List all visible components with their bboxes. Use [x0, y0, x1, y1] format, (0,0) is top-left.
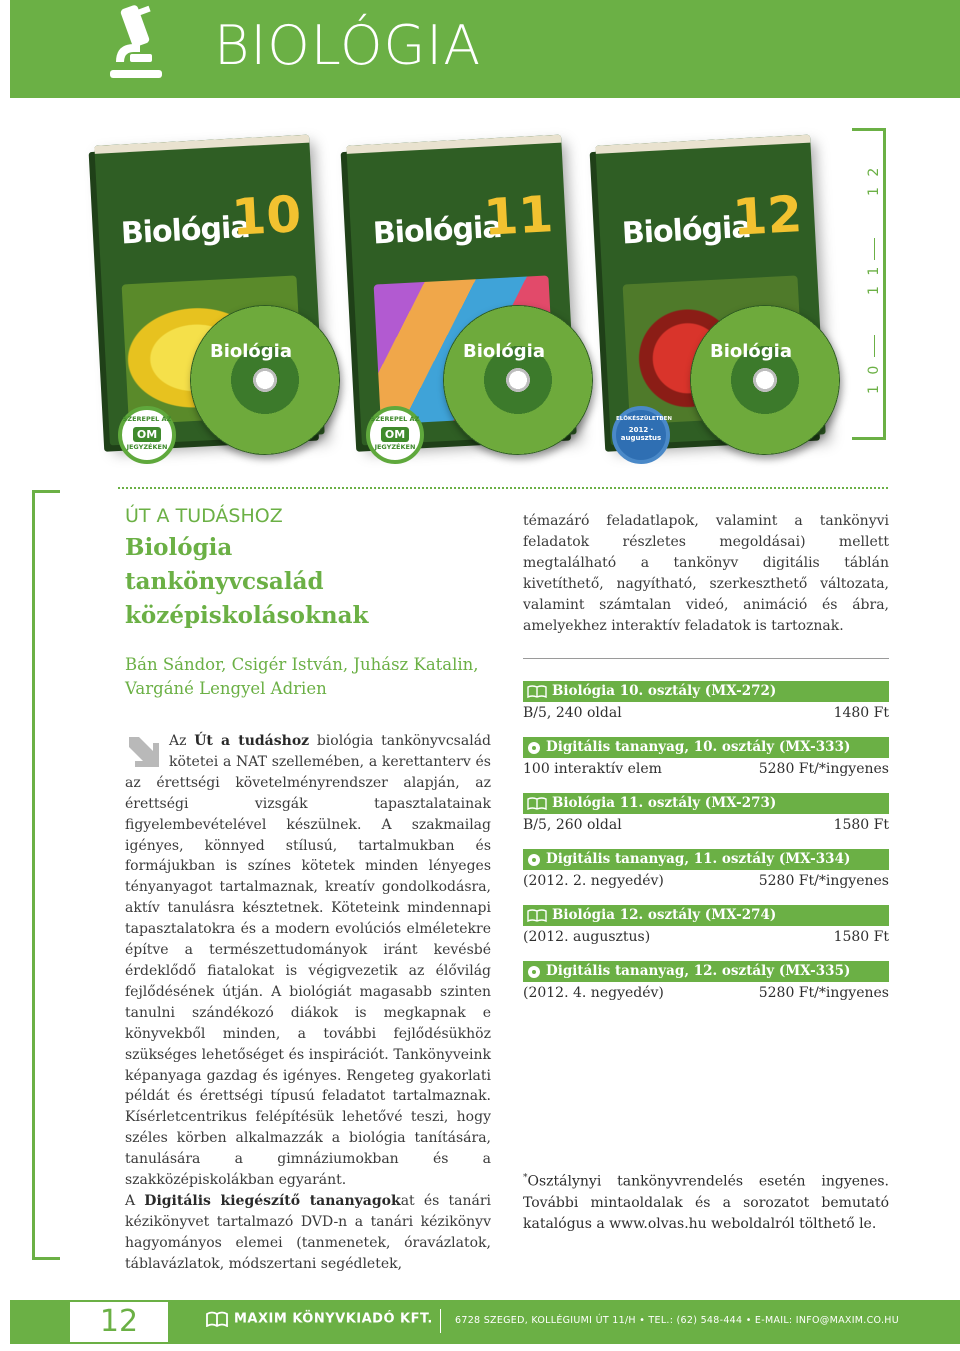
- dotted-divider: [118, 487, 888, 489]
- product-item: [523, 793, 889, 836]
- disc-icon: [527, 853, 541, 867]
- arrow-down-right-icon: [125, 733, 161, 769]
- article-body-continued: témazáró feladatlapok, valamint a tankönyvi feladatok részletes megoldásai) mellett megtalálható a tankönyv digitális táblán kivetíthető, nagyítható, szerkeszthető változata, valamint számtalan videó, animáció és ábra, amelyekhez interaktív feladatok is tartoznak.: [523, 513, 889, 634]
- book-grade: 10: [230, 185, 303, 247]
- contact-info: 6728 SZEGED, KOLLÉGIUMI ÚT 11/H • TEL.: (62) 548-444 • E-MAIL: INFO@MAXIM.CO.HU: [455, 1315, 899, 1326]
- product-spec: (2012. 2. negyedév): [523, 873, 664, 890]
- footnote: *Osztálynyi tankönyvrendelés esetén ingyenes. További mintaoldalak és a sorozatot bemutató katalógus a www.olvas.hu weboldalról tölthető le.: [523, 1173, 889, 1233]
- section-bracket: [32, 490, 60, 1260]
- article-left-column: [125, 505, 491, 1275]
- product-header: Biológia 11. osztály (MX-273): [523, 793, 889, 814]
- book-title: Biológia: [372, 209, 503, 252]
- book-logo-icon: [206, 1311, 228, 1327]
- product-price: 1580 Ft: [833, 817, 889, 834]
- disc-icon: [527, 741, 541, 755]
- preparation-badge: ELŐKÉSZÜLETBEN 2012 · augusztus: [612, 406, 670, 464]
- grade-separator: [874, 335, 875, 357]
- product-header: Digitális tananyag, 10. osztály (MX-333): [523, 737, 889, 758]
- publisher-logo: MAXIM KÖNYVKIADÓ KFT.: [206, 1311, 433, 1327]
- om-badge: SZEREPEL AZ OM JEGYZÉKEN: [366, 406, 424, 464]
- om-badge: SZEREPEL AZ OM JEGYZÉKEN: [118, 406, 176, 464]
- grade-label-10: 1 0: [866, 362, 882, 394]
- book-title: Biológia: [120, 209, 251, 252]
- product-spec: (2012. 4. negyedév): [523, 985, 664, 1002]
- divider-line: [523, 658, 889, 659]
- footer-separator: [440, 1309, 441, 1333]
- grade-label-12: 1 2: [866, 164, 882, 196]
- book-icon: [527, 909, 547, 922]
- product-item: [523, 737, 889, 780]
- product-price: 1580 Ft: [833, 929, 889, 946]
- microscope-icon: [96, 0, 180, 98]
- page-number: 12: [70, 1300, 168, 1344]
- product-price: 5280 Ft/*ingyenes: [758, 985, 889, 1002]
- product-spec: B/5, 260 oldal: [523, 817, 622, 834]
- product-header: Digitális tananyag, 11. osztály (MX-334): [523, 849, 889, 870]
- product-price: 1480 Ft: [833, 705, 889, 722]
- grade-label-11: 1 1: [866, 263, 882, 295]
- series-kicker: ÚT A TUDÁSHOZ: [125, 505, 283, 527]
- article-right-column: [523, 511, 889, 1235]
- product-price: 5280 Ft/*ingyenes: [758, 873, 889, 890]
- product-header: Digitális tananyag, 12. osztály (MX-335): [523, 961, 889, 982]
- dvd-disc-12: Biológia: [690, 305, 840, 455]
- product-spec: B/5, 240 oldal: [523, 705, 622, 722]
- article-title: Biológia tankönyvcsalád középiskolásoknak: [125, 534, 369, 629]
- product-spec: 100 interaktív elem: [523, 761, 662, 778]
- disc-icon: [527, 965, 541, 979]
- dvd-disc-11: Biológia: [443, 305, 593, 455]
- book-grade: 11: [482, 185, 555, 247]
- header-bar: [10, 0, 960, 98]
- book-icon: [527, 685, 547, 698]
- product-header: Biológia 12. osztály (MX-274): [523, 905, 889, 926]
- product-item: [523, 961, 889, 1004]
- product-header: Biológia 10. osztály (MX-272): [523, 681, 889, 702]
- grade-separator: [874, 238, 875, 260]
- product-item: [523, 905, 889, 948]
- book-icon: [527, 797, 547, 810]
- book-grade: 12: [731, 185, 804, 247]
- product-price: 5280 Ft/*ingyenes: [758, 761, 889, 778]
- product-item: [523, 681, 889, 724]
- authors: Bán Sándor, Csigér István, Juhász Katalin, Vargáné Lengyel Adrien: [125, 655, 479, 698]
- product-spec: (2012. augusztus): [523, 929, 651, 946]
- book-title: Biológia: [621, 209, 752, 252]
- page-title: BIOLÓGIA: [214, 14, 482, 77]
- book-covers: [0, 110, 960, 470]
- article-body: Az Út a tudáshoz biológia tankönyvcsalád kötetei a NAT szellemében, a kerettanterv és az érettségi követelményrendszer alapján, az érettségi vizsgák tapasztalatainak figyelembevételével készülnek. A szakmailag igényes, könnyed stílusú, tartalmukban és formájukban is színes kötetek minden lényeges tényanyagot tartalmaznak, kreatív gondolkodásra, aktív tanulásra késztetnek. Köteteink mindennapi tapasztalatokra és a modern evolúciós elméletekre építve a természettudományok iránt kevésbé érdeklődő fiatalokat is végigvezetik az élővilág fejlődésének útján. A biológiát magasabb szinten tanulni szándékozó diákok is megkapnak e könyvekből minden, a további fejlődésükhöz szükséges lehetőséget és inspirációt. Tankönyveink képanyaga gazdag és igényes. Rengeteg gyakorlati példát és érettségi típusú feladatot tartalmaznak. Kísérletcentrikus felépítésük lehetővé teszi, hogy széles körben alkalmazzák a biológia tanítására, tanulására a gimnáziumokban és a szakközépiskolákban egyaránt. A Digitális kiegészítő tananyagokat és tanári kézikönyvet tartalmazó DVD-n a tanári kézikönyv hagyományos elemei (tanmenetek, óravázlatok, táblavázlatok, módszertani segédletek,: [125, 733, 492, 1272]
- product-item: [523, 849, 889, 892]
- dvd-disc-10: Biológia: [190, 305, 340, 455]
